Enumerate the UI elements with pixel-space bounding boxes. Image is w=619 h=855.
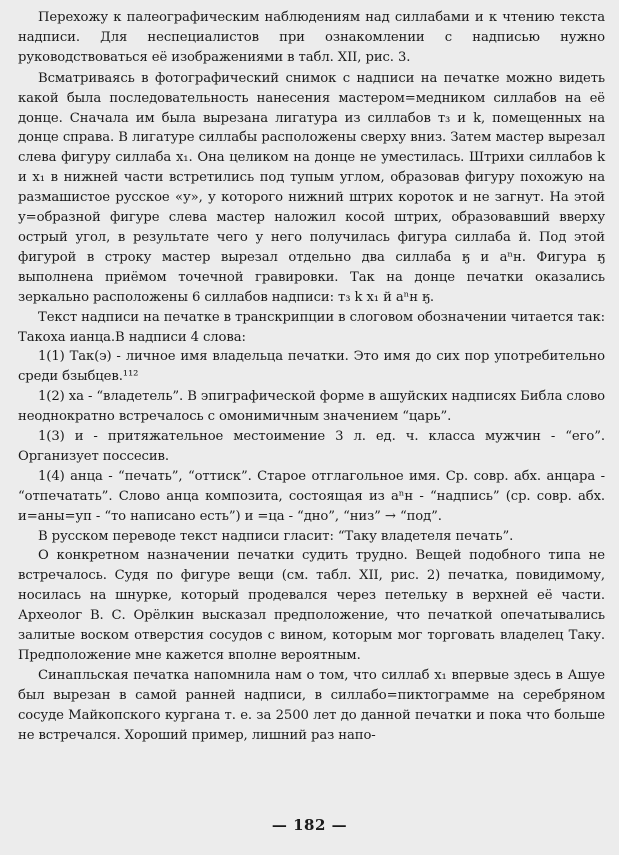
paragraph-conclusion: Синапльская печатка напомнила нам о том, что силлаб х₁ впервые здесь в Ашуе был вырезан в самой ранней надписи, в силлабо=пиктограмме на серебряном сосуде Майкопского кургана т. е. за 2500 лет до данной печатки и пока что больше не встречался. Хороший пример, лишний раз напо-	[18, 667, 605, 743]
definition-word-1: 1(1) Так(э) - личное имя владельца печатки. Это имя до сих пор употребительно среди бзыбцев.¹¹²	[18, 349, 605, 385]
definition-word-3: 1(3) и - притяжательное местоимение 3 л. ед. ч. класса мужчин - “его”. Организует поссесив.	[18, 429, 605, 464]
paragraph-purpose: О конкретном назначении печатки судить трудно. Вещей подобного типа не встречалось. Судя по фигуре вещи (см. табл. XII, рис. 2) печатка, повидимому, носилась на шнурке, который продевался через петельку в верхней её части. Археолог В. С. Орёлкин высказал предположение, что печаткой опечатывались залитые воском отверстия сосудов с вином, которым мог торговать владелец Таку. Предположение мне кажется вполне вероятным.	[18, 548, 605, 663]
page-number: — 182 —	[271, 816, 348, 834]
paragraph-translation: В русском переводе текст надписи гласит: “Таку владетеля печать”.	[38, 528, 514, 544]
paragraph-transcription: Текст надписи на печатке в транскрипции в слоговом обозначении читается так: Такоха ианца.В надписи 4 слова:	[18, 309, 605, 345]
paragraph-photo-analysis: Всматриваясь в фотографический снимок с надписи на печатке можно видеть какой была последовательность нанесения мастером=медником силлабов на её донце. Сначала им была вырезана лигатура из силлабов т₃ и k, помещенных на донце справа. В лигатуре силлабы расположены сверху вниз. Затем мастер вырезал слева фигуру силлаба х₁. Она целиком на донце не уместилась. Штрихи силлабов k и х₁ в нижней части встретились под тупым углом, образовав фигуру похожую на размашистое русское «у», у которого нижний штрих короток и не загнут. На этой у=образной фигуре слева мастер наложил косой штрих, образовавший вверху острый угол, в результате чего у него получилась фигура силлаба й. Под этой фигурой в строку мастер вырезал отдельно два силлаба ӄ и аⁿн. Фигура ӄ выполнена приёмом точечной гравировки. Так на донце печатки оказались зеркально расположены 6 силлабов надписи: т₃ k х₁ й аⁿн ӄ.	[18, 70, 605, 305]
definition-word-2: 1(2) ха - “владетель”. В эпиграфической форме в ашуйских надписях Библа слово неоднократно встречалось с омонимичным значением “царь”.	[18, 389, 605, 425]
paragraph-intro: Перехожу к палеографическим наблюдениям над силлабами и к чтению текста надписи. Для неспециалистов при ознакомлении с надписью нужно руководствоваться её изображениями в табл. XII, рис. 3.	[18, 10, 605, 65]
definition-word-4: 1(4) анца - “печать”, “оттиск”. Старое отглагольное имя. Ср. совр. абх. анцара - “отпечатать”. Слово анца композита, состоящая из аⁿн - “надпись” (ср. совр. абх. и=аны=уп - “то написано есть”) и =ца - “дно”, “низ” → “под”.	[18, 468, 605, 524]
